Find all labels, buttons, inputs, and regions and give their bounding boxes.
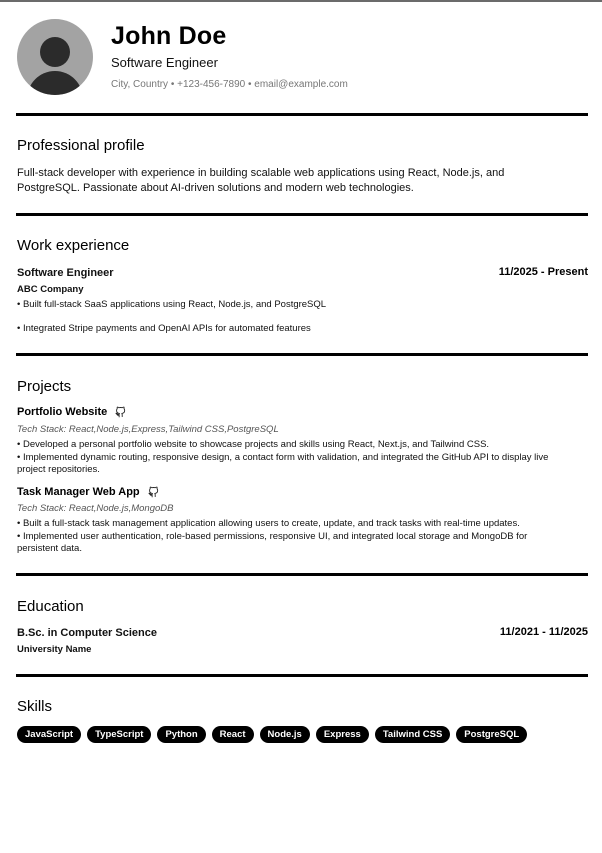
job-bullet: • Built full-stack SaaS applications using React, Node.js, and PostgreSQL (17, 299, 327, 310)
skills-heading: Skills (17, 698, 53, 715)
github-icon[interactable] (148, 486, 160, 498)
candidate-role: Software Engineer (111, 55, 218, 70)
skill-badge: Express (316, 726, 369, 743)
project-bullet: • Implemented user authentication, role-based permissions, responsive UI, and integrated local storage and MongoDB for (17, 531, 528, 542)
project-bullet: • Built a full-stack task management application allowing users to create, update, and track tasks with real-time updates. (17, 518, 520, 529)
skill-badge: Python (157, 726, 205, 743)
project-title (17, 406, 127, 418)
skill-badge: React (212, 726, 254, 743)
projects-heading: Projects (17, 378, 72, 395)
section-divider (16, 353, 588, 356)
resume-header (17, 19, 587, 95)
profile-text-line-2: PostgreSQL. Passionate about AI-driven solutions and modern web technologies. (17, 182, 414, 194)
avatar-icon (17, 19, 93, 95)
project-name: Portfolio Website (17, 406, 108, 418)
degree: B.Sc. in Computer Science (17, 627, 157, 639)
school-name: University Name (17, 644, 92, 655)
skill-badge: TypeScript (87, 726, 151, 743)
job-bullet: • Integrated Stripe payments and OpenAI APIs for automated features (17, 323, 311, 334)
project-bullet-continued: project repositories. (17, 464, 100, 475)
project-bullet: • Developed a personal portfolio website to showcase projects and skills using React, Next.js, and Tailwind CSS. (17, 439, 490, 450)
profile-text-line-1: Full-stack developer with experience in building scalable web applications using React, Node.js, and (17, 167, 505, 179)
top-border (0, 0, 602, 2)
skills-list (17, 726, 527, 743)
skill-badge: Node.js (260, 726, 310, 743)
candidate-name: John Doe (111, 22, 227, 50)
project-tech-stack: Tech Stack: React,Node.js,Express,Tailwind CSS,PostgreSQL (17, 424, 279, 435)
section-divider (16, 674, 588, 677)
work-heading: Work experience (17, 237, 130, 254)
section-divider (16, 213, 588, 216)
github-icon[interactable] (115, 406, 127, 418)
contact-info: City, Country • +123-456-7890 • email@example.com (111, 79, 348, 90)
job-title: Software Engineer (17, 267, 114, 279)
skill-badge: JavaScript (17, 726, 81, 743)
profile-heading: Professional profile (17, 137, 145, 154)
project-tech-stack: Tech Stack: React,Node.js,MongoDB (17, 503, 174, 514)
project-bullet: • Implemented dynamic routing, responsive design, a contact form with validation, and integrated the GitHub API to display live (17, 452, 549, 463)
project-name: Task Manager Web App (17, 486, 140, 498)
project-bullet-continued: persistent data. (17, 543, 82, 554)
section-divider (16, 573, 588, 576)
skill-badge: Tailwind CSS (375, 726, 450, 743)
job-dates: 11/2025 - Present (498, 266, 588, 278)
skill-badge: PostgreSQL (456, 726, 527, 743)
company-name: ABC Company (17, 284, 84, 295)
section-divider (16, 113, 588, 116)
education-heading: Education (17, 598, 84, 615)
education-dates: 11/2021 - 11/2025 (499, 626, 588, 638)
project-title (17, 486, 160, 498)
